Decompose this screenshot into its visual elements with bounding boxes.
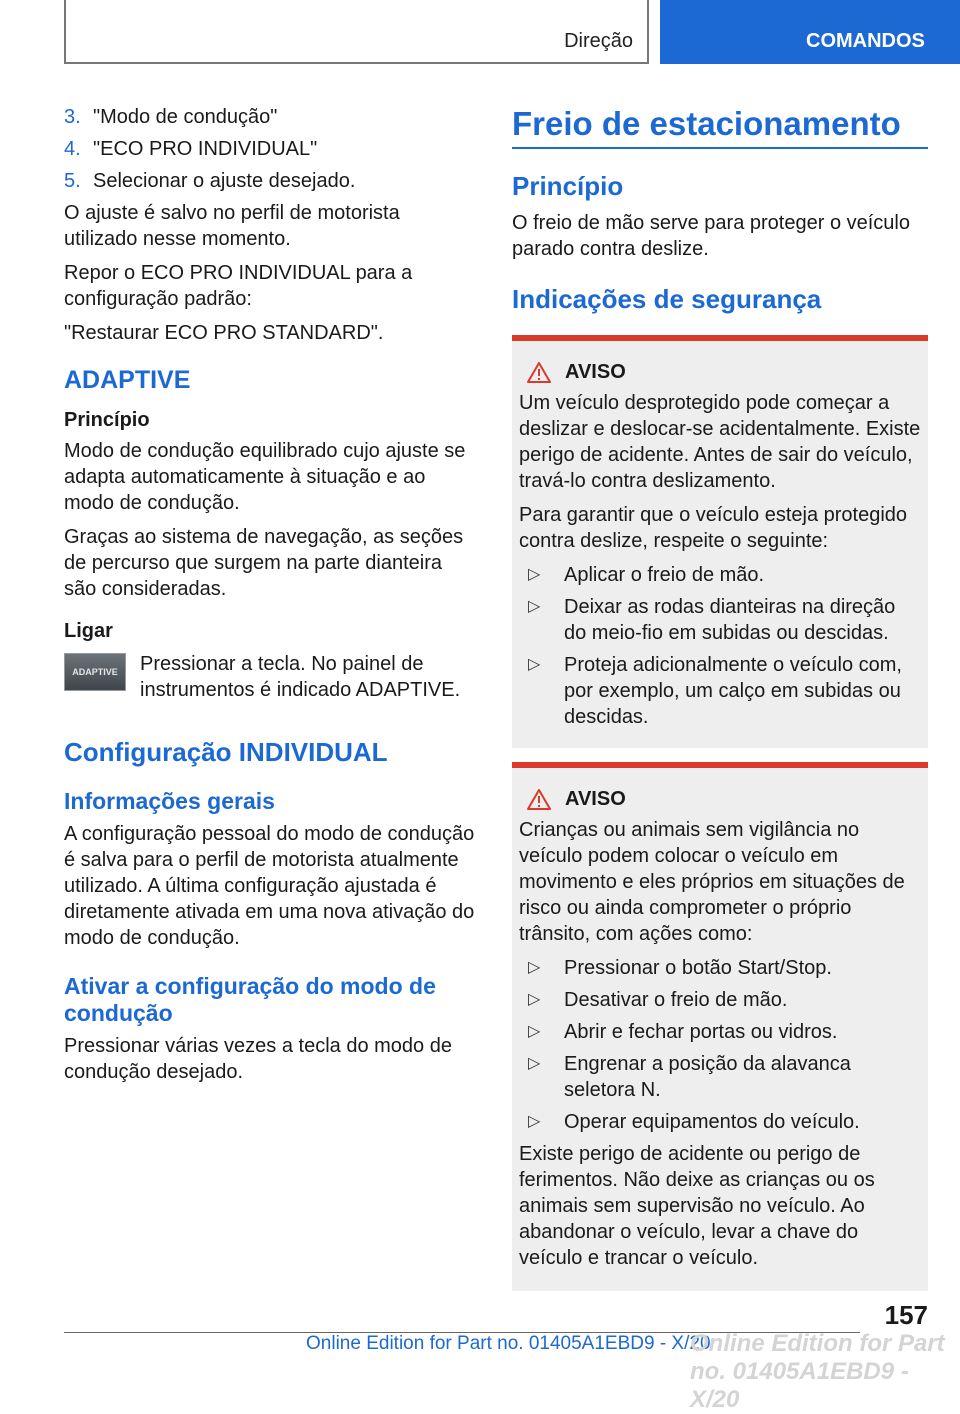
- step-item: [64, 168, 476, 194]
- heading-ligar: Ligar: [64, 620, 113, 642]
- warning-title-text: AVISO: [565, 788, 626, 810]
- warning-1-paragraph-1: Um veículo desprotegido pode começar a deslizar e deslocar-se acidentalmente. Existe perigo de acidente. Antes de sair do veículo, travá-lo contra deslizamento.: [519, 392, 921, 492]
- list-item-text: Engrenar a posição da alavanca seletora N.: [564, 1053, 851, 1101]
- paragraph-adaptive-2: Graças ao sistema de navegação, as seções de percurso que surgem na parte dianteira são consideradas.: [64, 526, 464, 600]
- step-item: [64, 136, 476, 162]
- heading-seguranca: Indicações de segurança: [512, 284, 822, 314]
- list-item: [519, 987, 921, 1013]
- page-number: 157: [884, 1300, 928, 1330]
- list-item: [519, 562, 921, 588]
- bullet-triangle-icon: ▷: [528, 1055, 541, 1072]
- warning-title: [519, 361, 921, 384]
- heading-ativar-config: Ativar a configuração do modo de condução: [64, 973, 436, 1026]
- warning-title: [519, 788, 921, 811]
- step-number: 4.: [64, 138, 81, 160]
- list-item-text: Proteja adicionalmente o veículo com, por exemplo, um calço em subidas ou descidas.: [564, 654, 902, 728]
- warning-2-paragraph-2: Existe perigo de acidente ou perigo de ferimentos. Não deixe as crianças ou os animais sem supervisão no veículo. Ao abandonar o veículo, levar a chave do veículo e trancar o veículo.: [519, 1143, 875, 1269]
- warning-triangle-icon: [527, 362, 551, 383]
- bullet-triangle-icon: ▷: [528, 598, 541, 615]
- step-number: 5.: [64, 170, 81, 192]
- heading-config-individual: Configuração INDIVIDUAL: [64, 737, 388, 767]
- heading-info-gerais: Informações gerais: [64, 788, 275, 814]
- step-text: "ECO PRO INDIVIDUAL": [93, 138, 318, 160]
- heading-adaptive: ADAPTIVE: [64, 366, 191, 394]
- step-text: Selecionar o ajuste desejado.: [93, 170, 356, 192]
- header-section-label: Direção: [564, 30, 633, 52]
- footer-watermark: Online Edition for Part no. 01405A1EBD9 - X/20: [690, 1330, 945, 1413]
- title-rule: [512, 147, 928, 149]
- heading-principio: Princípio: [64, 409, 150, 431]
- paragraph-info: A configuração pessoal do modo de condução é salva para o perfil de motorista atualmente utilizado. A última configuração ajustada é diretamente ativada em uma nova ativação do modo de condução.: [64, 823, 475, 949]
- bullet-triangle-icon: ▷: [528, 1023, 541, 1040]
- bullet-triangle-icon: ▷: [528, 566, 541, 583]
- page-title: Freio de estacionamento: [512, 105, 901, 142]
- warning-title-text: AVISO: [565, 361, 626, 383]
- header-chapter-tab: COMANDOS: [660, 0, 960, 64]
- bullet-triangle-icon: ▷: [528, 656, 541, 673]
- list-item-text: Abrir e fechar portas ou vidros.: [564, 1021, 838, 1043]
- warning-1-paragraph-2: Para garantir que o veículo esteja protegido contra deslize, respeite o seguinte:: [519, 504, 908, 552]
- left-column: [64, 104, 476, 1093]
- warning-2-paragraph-1: Crianças ou animais sem vigilância no veículo podem colocar o veículo em movimento e eles próprios em situações de risco ou ainda comprometer o próprio trânsito, com ações como:: [519, 819, 905, 945]
- list-item-text: Aplicar o freio de mão.: [564, 564, 765, 586]
- step-item: [64, 104, 476, 130]
- heading-principio-right: Princípio: [512, 171, 624, 201]
- bullet-triangle-icon: ▷: [528, 991, 541, 1008]
- bullet-triangle-icon: ▷: [528, 959, 541, 976]
- list-item-text: Operar equipamentos do veículo.: [564, 1111, 860, 1133]
- paragraph-principio: O freio de mão serve para proteger o veículo parado contra deslize.: [512, 212, 910, 260]
- warning-box-2: [512, 762, 928, 1291]
- list-item: [519, 652, 921, 730]
- step-number: 3.: [64, 106, 81, 128]
- list-item: [519, 594, 921, 646]
- bullet-triangle-icon: ▷: [528, 1113, 541, 1130]
- list-item-text: Desativar o freio de mão.: [564, 989, 788, 1011]
- list-item-text: Deixar as rodas dianteiras na direção do meio-fio em subidas ou descidas.: [564, 596, 896, 644]
- step-text: "Modo de condução": [93, 106, 278, 128]
- paragraph-ligar: Pressionar a tecla. No painel de instrumentos é indicado ADAPTIVE.: [140, 653, 461, 701]
- list-item: [519, 1019, 921, 1045]
- warning-triangle-icon: [527, 789, 551, 810]
- paragraph-adaptive-1: Modo de condução equilibrado cujo ajuste se adapta automaticamente à situação e ao modo de condução.: [64, 440, 466, 514]
- right-column: [512, 104, 928, 1305]
- header-section-box: [64, 0, 649, 64]
- ligar-row: [64, 651, 476, 703]
- list-item: [519, 1109, 921, 1135]
- footer-edition: Online Edition for Part no. 01405A1EBD9 - X/20: [306, 1333, 711, 1354]
- list-item: [519, 1051, 921, 1103]
- paragraph-activate: Pressionar várias vezes a tecla do modo de condução desejado.: [64, 1035, 452, 1083]
- adaptive-button-image: ADAPTIVE: [64, 653, 126, 691]
- paragraph-reset: Repor o ECO PRO INDIVIDUAL para a configuração padrão:: [64, 262, 413, 310]
- list-item-text: Pressionar o botão Start/Stop.: [564, 957, 832, 979]
- list-item: [519, 955, 921, 981]
- paragraph-restore: "Restaurar ECO PRO STANDARD".: [64, 322, 384, 344]
- paragraph-saved: O ajuste é salvo no perfil de motorista utilizado nesse momento.: [64, 202, 400, 250]
- warning-box-1: [512, 335, 928, 748]
